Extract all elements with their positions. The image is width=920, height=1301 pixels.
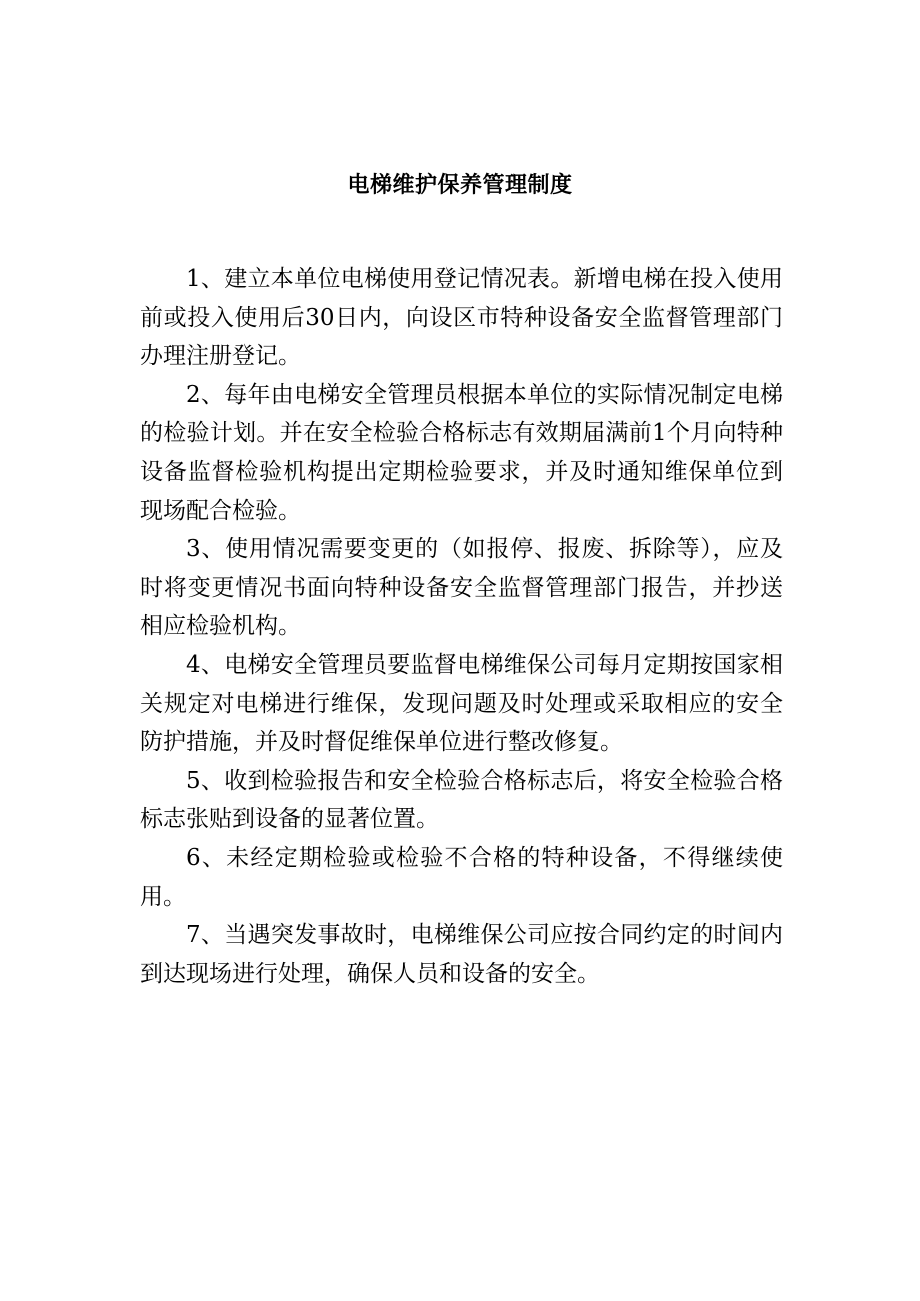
paragraph-2: 2、每年由电梯安全管理员根据本单位的实际情况制定电梯的检验计划。并在安全检验合格标志有效期届满前1个月向特种设备监督检验机构提出定期检验要求，并及时通知维保单位到现场配合检验。 xyxy=(140,381,783,524)
paragraph-7: 7、当遇突发事故时，电梯维保公司应按合同约定的时间内到达现场进行处理，确保人员和设备的安全。 xyxy=(140,922,783,987)
document-body xyxy=(140,260,783,993)
paragraph-3: 3、使用情况需要变更的（如报停、报废、拆除等），应及时将变更情况书面向特种设备安全监督管理部门报告，并抄送相应检验机构。 xyxy=(140,536,783,640)
paragraph-1: 1、建立本单位电梯使用登记情况表。新增电梯在投入使用前或投入使用后30日内，向设区市特种设备安全监督管理部门办理注册登记。 xyxy=(140,266,783,370)
paragraph-4: 4、电梯安全管理员要监督电梯维保公司每月定期按国家相关规定对电梯进行维保，发现问题及时处理或采取相应的安全防护措施，并及时督促维保单位进行整改修复。 xyxy=(140,651,783,756)
paragraph-6: 6、未经定期检验或检验不合格的特种设备，不得继续使用。 xyxy=(140,844,783,910)
paragraph-5: 5、收到检验报告和安全检验合格标志后，将安全检验合格标志张贴到设备的显著位置。 xyxy=(140,767,783,833)
document-title: 电梯维护保养管理制度 xyxy=(347,173,573,198)
